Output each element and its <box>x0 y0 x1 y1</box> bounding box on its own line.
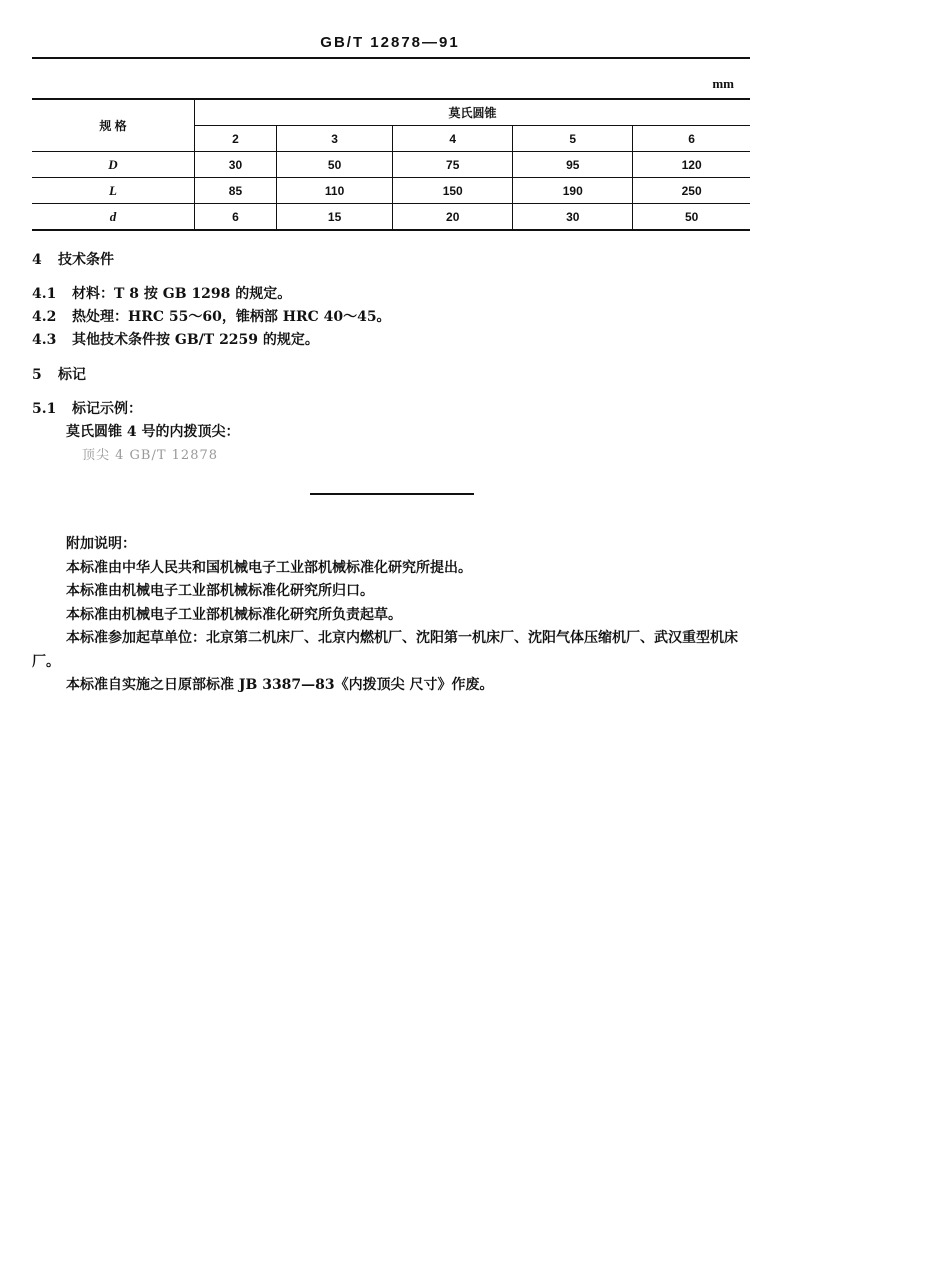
row-header-cell: 规 格 <box>32 99 195 152</box>
table-cell: 190 <box>513 178 633 204</box>
table-cell: 120 <box>633 152 750 178</box>
row-label: L <box>32 178 195 204</box>
row-label: D <box>32 152 195 178</box>
marking-example-line: 莫氏圆锥 4 号的内拨顶尖： <box>66 424 240 440</box>
notes-title: 附加说明： <box>66 536 136 552</box>
standard-number-header: GB/T 12878—91 <box>320 34 460 51</box>
note-paragraph: 本标准参加起草单位：北京第二机床厂、北京内燃机厂、沈阳第一机床厂、沈阳气体压缩机厂、武汉重型机床厂。 <box>32 630 738 670</box>
table-cell: 110 <box>276 178 392 204</box>
note-paragraph: 本标准由中华人民共和国机械电子工业部机械标准化研究所提出。 <box>66 559 472 576</box>
section-number: 5 <box>32 367 42 383</box>
marking-example-faded: 顶尖 4 GB/T 12878 <box>82 448 219 463</box>
table-cell: 150 <box>393 178 513 204</box>
note-paragraph: 本标准由机械电子工业部机械标准化研究所归口。 <box>66 583 374 599</box>
table-cell: 250 <box>633 178 750 204</box>
section-4-heading <box>32 249 114 269</box>
note-paragraph: 本标准自实施之日原部标准 JB 3387—83《内拨顶尖 尺寸》作废。 <box>66 677 494 693</box>
clause-number: 4.1 <box>32 286 57 302</box>
size-cell: 5 <box>513 126 633 152</box>
table-cell: 6 <box>195 204 277 231</box>
table-cell: 75 <box>393 152 513 178</box>
size-cell: 6 <box>633 126 750 152</box>
clause-text: 标记示例： <box>72 401 142 417</box>
note-paragraph: 本标准由机械电子工业部机械标准化研究所负责起草。 <box>66 606 402 623</box>
clause-text: 热处理：HRC 55～60，锥柄部 HRC 40～45。 <box>72 309 391 325</box>
clause-4-3 <box>32 329 319 349</box>
clause-text: 材料：T 8 按 GB 1298 的规定。 <box>72 286 292 302</box>
section-title: 标记 <box>58 367 86 383</box>
section-title: 技术条件 <box>58 252 114 268</box>
clause-5-1 <box>32 398 142 418</box>
section-number: 4 <box>32 252 42 268</box>
clause-number: 4.2 <box>32 309 57 325</box>
section-5-heading <box>32 364 86 384</box>
table-cell: 85 <box>195 178 277 204</box>
unit-label: mm <box>712 76 734 91</box>
section-divider <box>310 493 474 495</box>
clause-number: 4.3 <box>32 332 57 348</box>
clause-4-2 <box>32 306 391 326</box>
table-cell: 30 <box>195 152 277 178</box>
table-cell: 50 <box>633 204 750 231</box>
header-rule <box>32 57 750 59</box>
clause-number: 5.1 <box>32 401 57 417</box>
table-row <box>32 204 750 231</box>
group-header-cell: 莫氏圆锥 <box>195 99 751 126</box>
row-label: d <box>32 204 195 231</box>
table-cell: 30 <box>513 204 633 231</box>
clause-text: 其他技术条件按 GB/T 2259 的规定。 <box>72 332 319 348</box>
table-cell: 95 <box>513 152 633 178</box>
table-cell: 20 <box>393 204 513 231</box>
size-cell: 3 <box>276 126 392 152</box>
additional-notes <box>32 533 752 698</box>
size-cell: 4 <box>393 126 513 152</box>
table-row <box>32 178 750 204</box>
table-header-row <box>32 99 750 126</box>
table-cell: 50 <box>276 152 392 178</box>
size-cell: 2 <box>195 126 277 152</box>
spec-table <box>32 98 750 231</box>
table-cell: 15 <box>276 204 392 231</box>
clause-4-1 <box>32 283 291 303</box>
table-row <box>32 152 750 178</box>
